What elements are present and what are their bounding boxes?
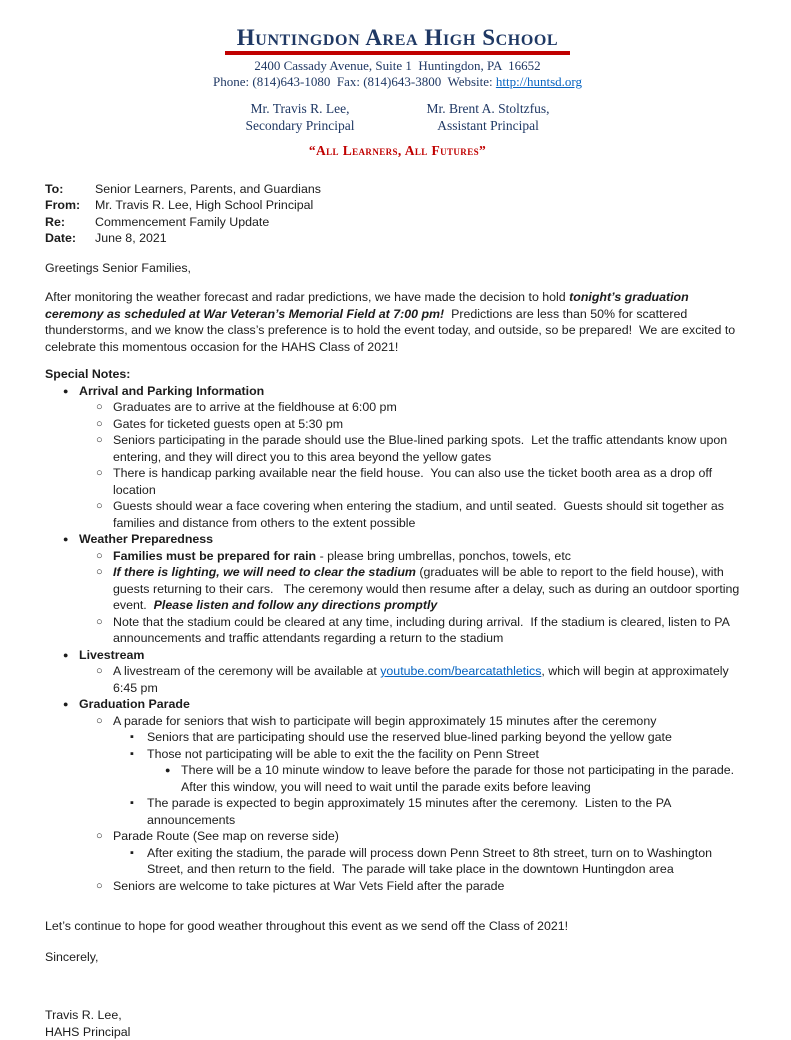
memo-row-re [45,214,750,231]
principal-left-name: Mr. Travis R. Lee, [245,101,354,118]
memo-re-label: Re: [45,214,95,231]
intro-paragraph [45,289,750,355]
square-bullet-icon: ▪ [130,795,147,828]
filled-bullet-icon: ● [63,647,79,664]
square-bullet-icon: ▪ [130,729,147,746]
note-arrival-item: ○ Gates for ticketed guests open at 5:30 pm [45,416,750,433]
note-parade-subsubitem: ● There will be a 10 minute window to leave before the parade for those not participating in the parade. After this window, you will need to wait until the parade exits before leaving [45,762,750,795]
notes-list [45,383,750,895]
note-weather-item [45,564,750,614]
website-link[interactable]: http://huntsd.org [496,74,582,89]
note-parade-subitem: ▪ Seniors that are participating should use the reserved blue-lined parking beyond the yellow gate [45,729,750,746]
memo-re-value: Commencement Family Update [95,214,269,231]
circle-bullet-icon: ○ [96,663,113,696]
circle-bullet-icon: ○ [96,828,113,845]
memo-row-date [45,230,750,247]
signature-name: Travis R. Lee, [45,1007,750,1024]
livestream-post-text: , which will begin at approximately 6:45 pm [113,664,732,695]
circle-bullet-icon: ○ [96,614,113,647]
weather-rain-bold: Families must be prepared for rain [113,549,316,563]
memo-to-label: To: [45,181,95,198]
intro-run-1: After monitoring the weather forecast and radar predictions, we have made the decision to hold [45,290,569,304]
memo-header [45,181,750,247]
contact-line [45,74,750,90]
memo-from-label: From: [45,197,95,214]
signature-block [45,1007,750,1040]
weather-directions-emphasis: Please listen and follow any directions promptly [154,598,438,612]
signature-title: HAHS Principal [45,1024,750,1040]
circle-bullet-icon: ○ [96,432,113,465]
note-arrival-item: ○ There is handicap parking available near the field house. You can also use the ticket booth area as a drop off location [45,465,750,498]
greeting: Greetings Senior Families, [45,260,750,277]
weather-lightning-mid: (graduates will be able to report to the field house), with guests returning to their cars. The ceremony would then resume after a delay, such as during an outdoor sporting event. [113,565,743,612]
principal-left-title: Secondary Principal [245,118,354,135]
principal-left [245,101,354,134]
circle-bullet-icon: ○ [96,465,113,498]
phone-fax-text: Phone: (814)643-1080 Fax: (814)643-3800 Website: [213,74,496,89]
memo-date-label: Date: [45,230,95,247]
note-livestream-heading: ● Livestream [45,647,750,664]
note-parade-subitem: ▪ Those not participating will be able to exit the the facility on Penn Street [45,746,750,763]
principal-right-title: Assistant Principal [427,118,550,135]
circle-bullet-icon: ○ [96,498,113,531]
note-arrival-item: ○ Seniors participating in the parade should use the Blue-lined parking spots. Let the traffic attendants know upon entering, and they will direct you to this area beyond the yellow gates [45,432,750,465]
memo-from-value: Mr. Travis R. Lee, High School Principal [95,197,313,214]
filled-bullet-icon: ● [63,531,79,548]
circle-bullet-icon: ○ [96,399,113,416]
square-bullet-icon: ▪ [130,746,147,763]
closing-paragraph: Let’s continue to hope for good weather throughout this event as we send off the Class of 2021! [45,918,750,935]
letterhead [45,25,750,160]
note-weather-item [45,548,750,565]
signoff: Sincerely, [45,949,750,966]
circle-bullet-icon: ○ [96,548,113,565]
principal-right-name: Mr. Brent A. Stoltzfus, [427,101,550,118]
memo-date-value: June 8, 2021 [95,230,167,247]
note-weather-heading: ● Weather Preparedness [45,531,750,548]
filled-bullet-icon: ● [63,383,79,400]
circle-bullet-icon: ○ [96,564,113,614]
filled-bullet-icon: ● [63,696,79,713]
intro-run-3: Predictions are less than 50% for scattered thunderstorms, and we know the class’s preference is to hold the event today, and outside, so be prepared! We are excited to celebrate this momentous occasion for the HAHS Class of 2021! [45,307,739,354]
note-arrival-heading: ● Arrival and Parking Information [45,383,750,400]
note-livestream-item [45,663,750,696]
school-address: 2400 Cassady Avenue, Suite 1 Huntingdon, PA 16652 [45,58,750,74]
note-parade-route: ○ Parade Route (See map on reverse side) [45,828,750,845]
intro-run-emphasis: tonight’s graduation ceremony as scheduled at War Veteran’s Memorial Field at 7:00 pm! [45,290,692,321]
square-bullet-icon: ▪ [130,845,147,878]
principals-block [45,101,750,134]
livestream-pre-text: A livestream of the ceremony will be available at [113,664,380,678]
principal-right [427,101,550,134]
weather-rain-rest: - please bring umbrellas, ponchos, towels, etc [316,549,571,563]
memo-row-from [45,197,750,214]
circle-bullet-icon: ○ [96,878,113,895]
school-name: Huntingdon Area High School [225,25,570,55]
school-motto: “All Learners, All Futures” [45,143,750,160]
weather-lightning-emphasis: If there is lighting, we will need to clear the stadium [113,565,416,579]
note-parade-subitem: ▪ The parade is expected to begin approximately 15 minutes after the ceremony. Listen to the PA announcements [45,795,750,828]
note-parade-heading: ● Graduation Parade [45,696,750,713]
circle-bullet-icon: ○ [96,416,113,433]
note-parade-route-detail: ▪ After exiting the stadium, the parade will process down Penn Street to 8th street, turn on to Washington Street, and then return to the field. The parade will take place in the downtown Huntingdon area [45,845,750,878]
special-notes-heading: Special Notes: [45,366,750,383]
filled-bullet-icon: ● [165,762,181,795]
livestream-link[interactable]: youtube.com/bearcatathletics [380,664,541,678]
note-weather-item: ○ Note that the stadium could be cleared at any time, including during arrival. If the stadium is cleared, listen to PA announcements and traffic attendants regarding a return to the stadium [45,614,750,647]
note-arrival-item: ○ Guests should wear a face covering when entering the stadium, and until seated. Guests should sit together as families and distance from others to the extent possible [45,498,750,531]
circle-bullet-icon: ○ [96,713,113,730]
memo-row-to [45,181,750,198]
memo-to-value: Senior Learners, Parents, and Guardians [95,181,321,198]
note-parade-item: ○ A parade for seniors that wish to participate will begin approximately 15 minutes after the ceremony [45,713,750,730]
note-arrival-item: ○ Graduates are to arrive at the fieldhouse at 6:00 pm [45,399,750,416]
note-parade-pictures: ○ Seniors are welcome to take pictures at War Vets Field after the parade [45,878,750,895]
